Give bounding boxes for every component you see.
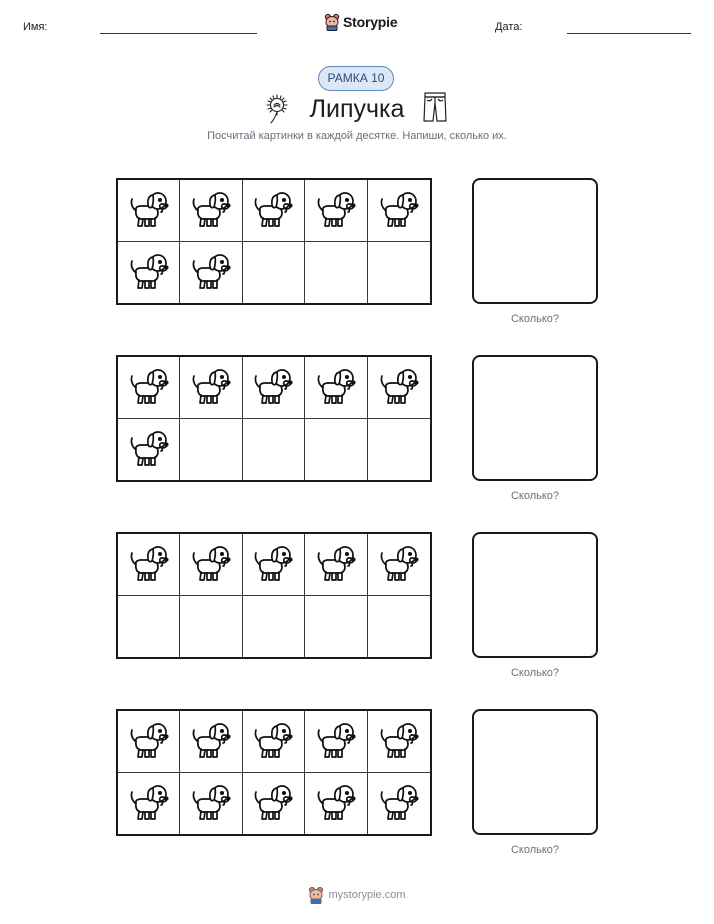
- logo-text: Storypie: [343, 14, 398, 30]
- puppy-icon: [314, 542, 358, 586]
- date-label: Дата:: [495, 21, 523, 33]
- frame-cell: [368, 419, 430, 481]
- frame-cell: [118, 711, 180, 773]
- puppy-icon: [189, 365, 233, 409]
- puppy-icon: [189, 781, 233, 825]
- frame-cell: [180, 419, 242, 481]
- answer-prompt-1: Сколько?: [510, 313, 560, 325]
- puppy-icon: [127, 781, 171, 825]
- frame-cell: [180, 242, 242, 304]
- puppy-icon: [377, 365, 421, 409]
- puppy-icon: [251, 719, 295, 763]
- storypie-mascot-icon: [308, 886, 324, 904]
- frame-cell: [243, 534, 305, 596]
- frame-cell: [118, 357, 180, 419]
- frame-cell: [243, 711, 305, 773]
- frame-badge: РАМКА 10: [318, 66, 394, 91]
- footer-site: mystorypie.com: [328, 889, 406, 901]
- puppy-icon: [251, 365, 295, 409]
- puppy-icon: [251, 188, 295, 232]
- puppy-icon: [127, 427, 171, 471]
- frame-cell: [368, 711, 430, 773]
- frame-cell: [243, 773, 305, 835]
- answer-box-4[interactable]: [472, 709, 598, 835]
- frame-cell: [118, 180, 180, 242]
- puppy-icon: [127, 250, 171, 294]
- ten-frame-1: [116, 178, 432, 305]
- puppy-icon: [189, 542, 233, 586]
- instruction-text: Посчитай картинки в каждой десятке. Напиши, сколько их.: [207, 130, 507, 142]
- frame-cell: [305, 596, 367, 658]
- frame-cell: [118, 596, 180, 658]
- frame-cell: [368, 357, 430, 419]
- answer-prompt-4: Сколько?: [510, 844, 560, 856]
- frame-cell: [243, 596, 305, 658]
- puppy-icon: [127, 188, 171, 232]
- answer-box-1[interactable]: [472, 178, 598, 304]
- frame-cell: [243, 419, 305, 481]
- frame-cell: [305, 534, 367, 596]
- ten-frame-2: [116, 355, 432, 482]
- frame-cell: [368, 242, 430, 304]
- puppy-icon: [189, 719, 233, 763]
- puppy-icon: [127, 365, 171, 409]
- frame-cell: [180, 596, 242, 658]
- date-line[interactable]: [567, 33, 691, 34]
- frame-cell: [180, 711, 242, 773]
- frame-cell: [243, 180, 305, 242]
- puppy-icon: [314, 365, 358, 409]
- worksheet-title: Липучка: [309, 95, 405, 123]
- storypie-mascot-icon: [324, 13, 340, 31]
- frame-cell: [118, 773, 180, 835]
- puppy-icon: [377, 542, 421, 586]
- footer: [0, 886, 714, 904]
- puppy-icon: [314, 781, 358, 825]
- frame-cell: [180, 773, 242, 835]
- puppy-icon: [377, 719, 421, 763]
- frame-cell: [305, 419, 367, 481]
- puppy-icon: [377, 188, 421, 232]
- puppy-icon: [251, 542, 295, 586]
- name-label: Имя:: [23, 21, 48, 33]
- puppy-icon: [127, 719, 171, 763]
- frame-cell: [243, 242, 305, 304]
- frame-cell: [180, 534, 242, 596]
- frame-cell: [180, 357, 242, 419]
- ten-frame-4: [116, 709, 432, 836]
- frame-cell: [118, 419, 180, 481]
- frame-cell: [368, 180, 430, 242]
- ten-frame-3: [116, 532, 432, 659]
- frame-cell: [180, 180, 242, 242]
- frame-cell: [305, 242, 367, 304]
- frame-cell: [118, 242, 180, 304]
- answer-prompt-2: Сколько?: [510, 490, 560, 502]
- frame-cell: [118, 534, 180, 596]
- frame-cell: [305, 711, 367, 773]
- puppy-icon: [251, 781, 295, 825]
- answer-box-3[interactable]: [472, 532, 598, 658]
- puppy-icon: [189, 188, 233, 232]
- frame-cell: [305, 357, 367, 419]
- puppy-icon: [377, 781, 421, 825]
- frame-cell: [305, 773, 367, 835]
- puppy-icon: [189, 250, 233, 294]
- name-line[interactable]: [100, 33, 257, 34]
- puppy-icon: [314, 719, 358, 763]
- answer-prompt-3: Сколько?: [510, 667, 560, 679]
- puppy-icon: [127, 542, 171, 586]
- answer-box-2[interactable]: [472, 355, 598, 481]
- trousers-icon: [421, 91, 449, 123]
- storypie-logo: [324, 13, 397, 31]
- frame-cell: [305, 180, 367, 242]
- frame-cell: [368, 534, 430, 596]
- puppy-icon: [314, 188, 358, 232]
- frame-cell: [368, 596, 430, 658]
- frame-cell: [368, 773, 430, 835]
- frame-cell: [243, 357, 305, 419]
